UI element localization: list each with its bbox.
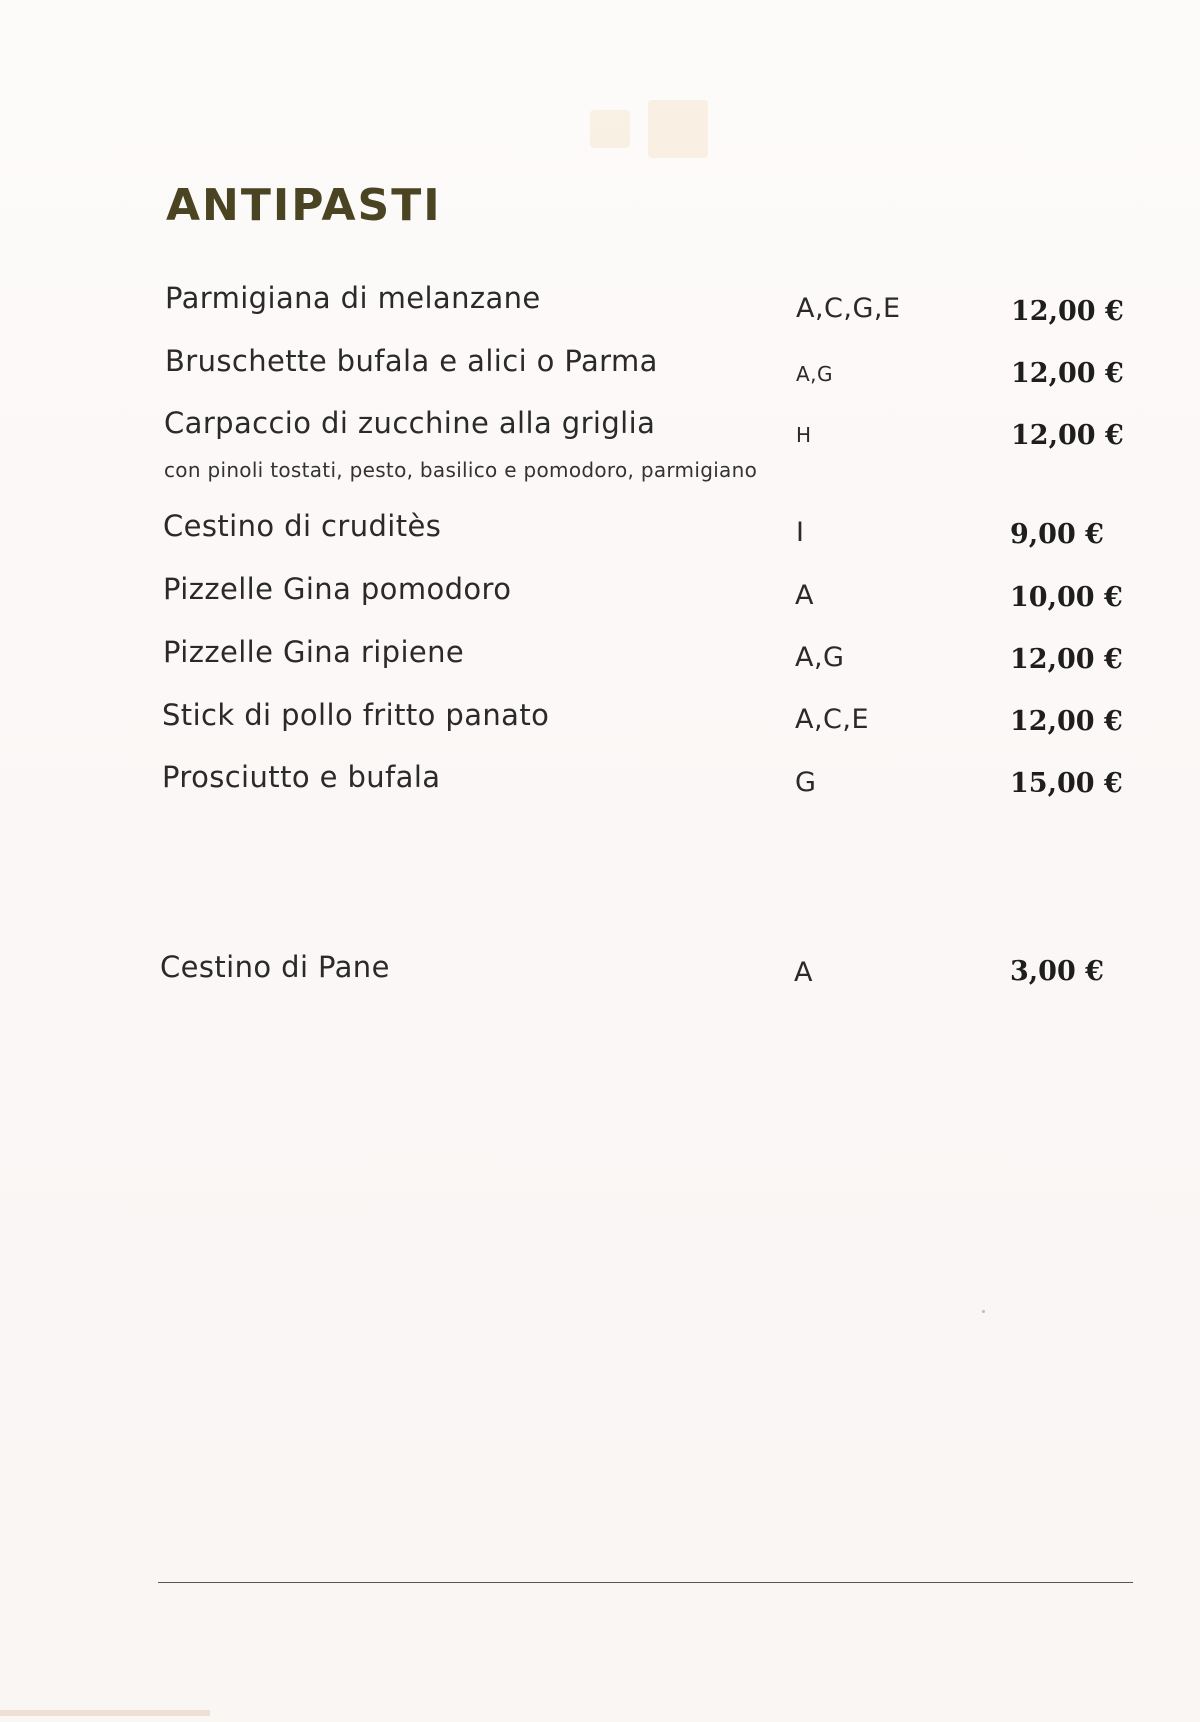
menu-item-price: 12,00 € xyxy=(1011,420,1124,451)
menu-item-allergens: A,C,G,E xyxy=(796,293,901,324)
menu-item-allergens: I xyxy=(796,517,805,548)
menu-item-allergens: A,G xyxy=(795,642,845,673)
section-title: ANTIPASTI xyxy=(166,180,442,231)
menu-item-name: Pizzelle Gina ripiene xyxy=(163,635,465,669)
menu-item-name: Pizzelle Gina pomodoro xyxy=(163,572,512,606)
menu-item-name: Prosciutto e bufala xyxy=(162,760,441,794)
menu-item-price: 9,00 € xyxy=(1010,519,1104,550)
menu-item-allergens: H xyxy=(796,423,812,447)
menu-item-name: Bruschette bufala e alici o Parma xyxy=(165,344,658,378)
menu-item-allergens: A xyxy=(795,580,814,611)
paper-smudge xyxy=(648,100,708,158)
menu-item-price: 3,00 € xyxy=(1010,956,1104,987)
menu-item-allergens: G xyxy=(795,767,817,798)
menu-item-price: 12,00 € xyxy=(1011,296,1124,327)
menu-item-name: Parmigiana di melanzane xyxy=(165,281,541,315)
page-edge xyxy=(0,1710,210,1716)
menu-item-name: Stick di pollo fritto panato xyxy=(162,698,550,732)
paper-speck xyxy=(982,1310,985,1313)
menu-item-price: 12,00 € xyxy=(1011,358,1124,389)
menu-item-allergens: A,G xyxy=(796,362,834,386)
footer-divider xyxy=(158,1582,1133,1583)
menu-item-price: 12,00 € xyxy=(1010,706,1123,737)
menu-item-price: 12,00 € xyxy=(1010,644,1123,675)
paper-smudge xyxy=(590,110,630,148)
menu-item-allergens: A xyxy=(794,957,813,988)
menu-item-name: Cestino di Pane xyxy=(160,950,390,984)
menu-item-price: 15,00 € xyxy=(1010,768,1123,799)
menu-item-price: 10,00 € xyxy=(1010,582,1123,613)
menu-item-name: Carpaccio di zucchine alla griglia xyxy=(164,406,656,440)
menu-item-name: Cestino di cruditès xyxy=(163,509,442,543)
menu-item-description: con pinoli tostati, pesto, basilico e pomodoro, parmigiano xyxy=(164,458,758,482)
menu-item-allergens: A,C,E xyxy=(795,704,870,735)
